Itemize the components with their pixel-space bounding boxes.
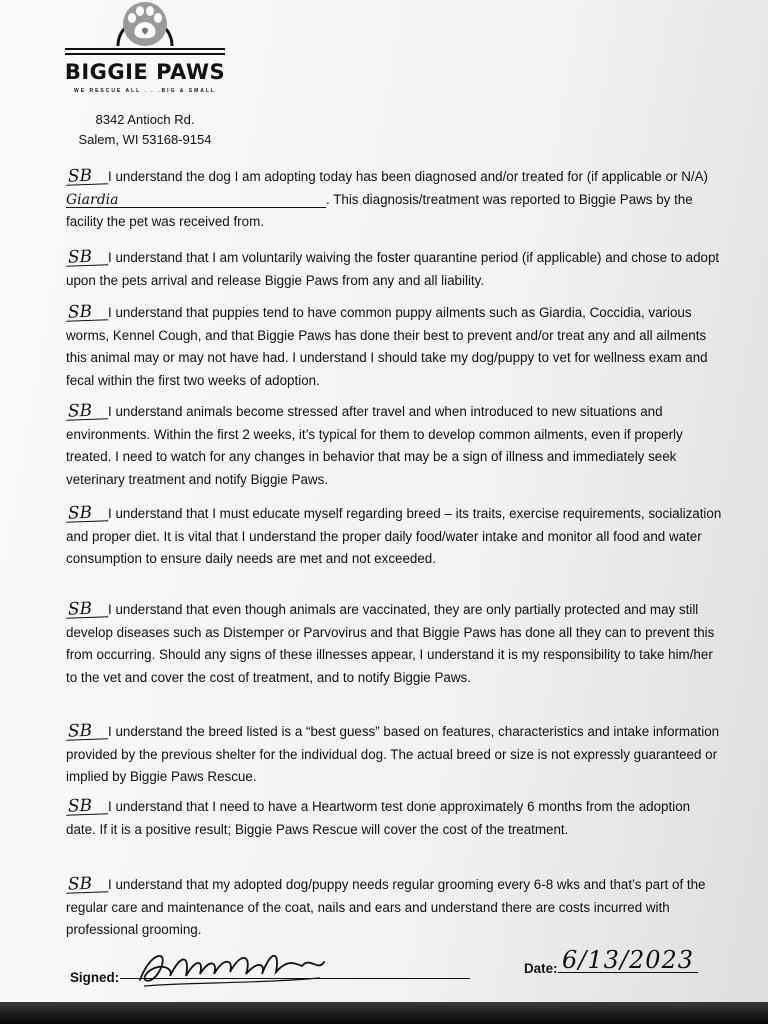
initials-field[interactable]: SB	[66, 167, 109, 185]
page-bottom-edge	[0, 1002, 768, 1024]
address-line: Salem, WI 53168-9154	[78, 132, 212, 147]
paw-print-icon	[112, 0, 178, 50]
address-line: 8342 Antioch Rd.	[95, 112, 195, 127]
clause-text: I understand that I am voluntarily waiving the foster quarantine period (if applicable) and chose to adopt upon the pets arrival and release Biggie Paws from any and all liability.	[66, 250, 720, 288]
clause-text: I understand animals become stressed after travel and when introduced to new situations and environments. Within the first 2 weeks, it’s typical for them to develop common ailments, even if properly treated. I need to watch for any changes in behavior that may be a sign of illness and immediately seek veterinary treatment and notify Biggie Paws.	[66, 404, 683, 487]
clause-text: I understand that I must educate myself regarding breed – its traits, exercise requirements, socialization and proper diet. It is vital that I understand the proper daily food/water intake and monitor all food and water consumption to ensure daily needs are met and not exceeded.	[66, 506, 722, 567]
clause-text: I understand that puppies tend to have common puppy ailments such as Giardia, Coccidia, various worms, Kennel Cough, and that Biggie Paws has done their best to prevent and/or treat any and all ailments this animal may or may not have had. I understand I should take my dog/puppy to vet for wellness exam and fecal within the first two weeks of adoption.	[66, 305, 708, 388]
biggie-paws-logo	[60, 0, 230, 94]
initials-field[interactable]: SB	[66, 797, 109, 815]
clause-text: I understand that even though animals are vaccinated, they are only partially protected and may still develop diseases such as Distemper or Parvovirus and that Biggie Paws has done all they can to prevent this from occurring. Should any signs of these illnesses appear, I understand it is my responsibility to take him/her to the vet and cover the cost of treatment, and to notify Biggie Paws.	[66, 602, 715, 685]
clause-breed-education	[66, 503, 722, 571]
clause-text: . This diagnosis/treatment was reported to Biggie Paws by the facility the pet was received from.	[66, 191, 693, 230]
initials-field[interactable]: SB	[66, 303, 109, 321]
clause-grooming	[66, 874, 722, 942]
clause-stress	[66, 401, 722, 491]
clause-puppy-ailments	[66, 302, 722, 392]
org-name: BIGGIE PAWS	[64, 60, 226, 84]
date-label: Date:	[524, 961, 558, 976]
clause-diagnosis	[66, 166, 722, 234]
logo-rule	[65, 48, 225, 50]
clause-text: I understand that my adopted dog/puppy needs regular grooming every 6-8 wks and that’s part of the regular care and maintenance of the coat, nails and ears and understand there are costs incurred with professional grooming.	[66, 877, 706, 938]
org-address	[70, 110, 220, 150]
initials-field[interactable]: SB	[66, 875, 109, 893]
initials-field[interactable]: SB	[66, 402, 109, 420]
signed-label: Signed:	[70, 970, 120, 985]
initials-field[interactable]: SB	[66, 600, 109, 618]
clause-quarantine-waiver	[66, 247, 722, 292]
signature-row	[70, 948, 730, 998]
clause-text: I understand the dog I am adopting today has been diagnosed and/or treated for (if applicable or N/A)	[108, 169, 708, 184]
clause-text: I understand that I need to have a Heartworm test done approximately 6 months from the adoption date. If it is a positive result; Biggie Paws Rescue will cover the cost of the treatment.	[66, 799, 691, 837]
clause-vaccination	[66, 599, 722, 689]
clause-heartworm	[66, 796, 722, 841]
initials-field[interactable]: SB	[66, 504, 109, 522]
initials-field[interactable]: SB	[66, 248, 109, 266]
handwritten-signature	[130, 942, 330, 992]
clause-text: I understand the breed listed is a “best guess” based on features, characteristics and intake information provided by the previous shelter for the individual dog. The actual breed or size is not expressly guaranteed or implied by Biggie Paws Rescue.	[66, 724, 720, 785]
org-tagline: WE RESCUE ALL . . .BIG & SMALL	[74, 88, 216, 94]
logo-rule	[65, 53, 225, 55]
date-field[interactable]: 6/13/2023	[562, 946, 695, 974]
date-line	[558, 972, 698, 973]
diagnosis-field[interactable]: Giardia	[66, 193, 326, 208]
initials-field[interactable]: SB	[66, 722, 109, 740]
clause-breed-guess	[66, 721, 722, 789]
